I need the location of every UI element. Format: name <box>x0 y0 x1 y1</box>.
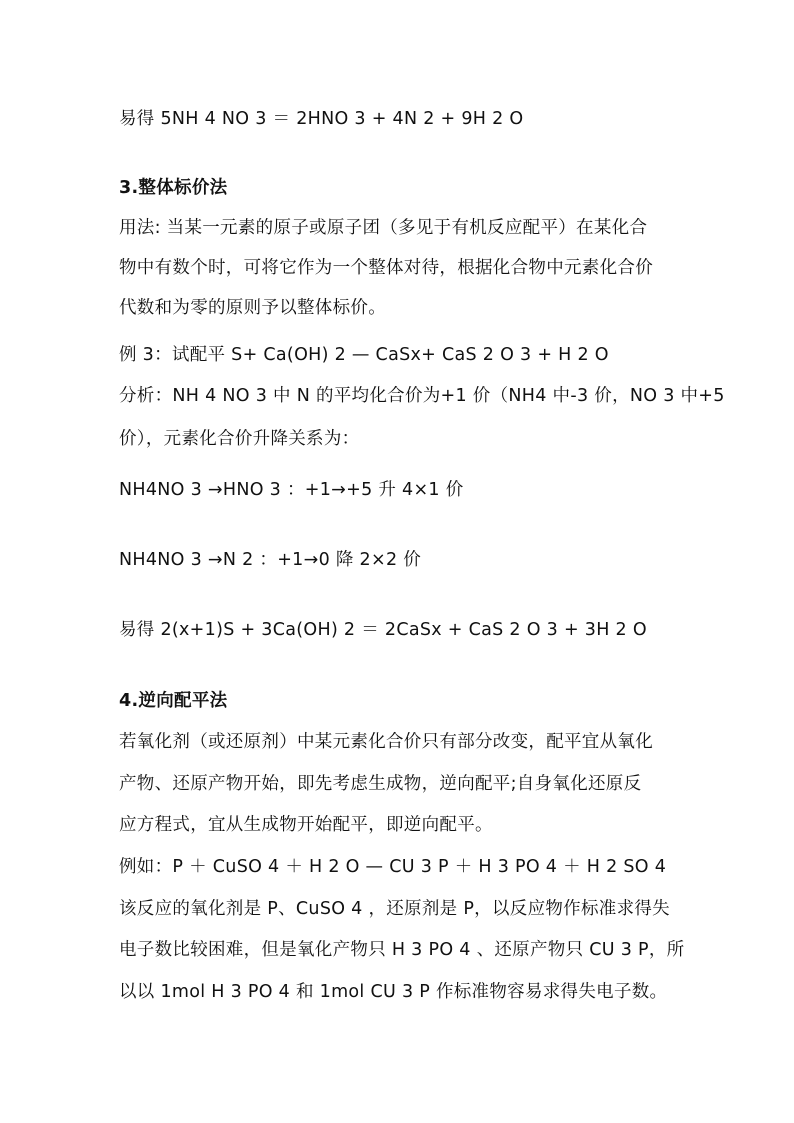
equation-result-line: 易得 5NH 4 NO 3 ＝ 2HNO 3 + 4N 2 + 9H 2 O <box>119 109 524 129</box>
paragraph-line: 物中有数个时，可将它作为一个整体对待，根据化合物中元素化合价 <box>119 258 653 278</box>
equation-result-line: 易得 2(x+1)S + 3Ca(OH) 2 ＝ 2CaSx + CaS 2 O 3 + 3H 2 O <box>119 620 647 640</box>
paragraph-line: 用法: 当某一元素的原子或原子团（多见于有机反应配平）在某化合 <box>119 218 648 238</box>
analysis-line: 价），元素化合价升降关系为： <box>119 429 360 449</box>
paragraph-line: 若氧化剂（或还原剂）中某元素化合价只有部分改变，配平宜从氧化 <box>119 732 653 752</box>
paragraph-line: 以以 1mol H 3 PO 4 和 1mol CU 3 P 作标准物容易求得失电子数。 <box>119 982 668 1002</box>
section-heading-3: 3.整体标价法 <box>119 178 228 198</box>
paragraph-line: 应方程式，宜从生成物开始配平，即逆向配平。 <box>119 815 493 835</box>
paragraph-line: 该反应的氧化剂是 P、CuSO 4 ，还原剂是 P，以反应物作标准求得失 <box>119 899 670 919</box>
analysis-line: 分析：NH 4 NO 3 中 N 的平均化合价为+1 价（NH4 中-3 价，NO 3 中+5 <box>119 386 725 406</box>
example-line: 例 3：试配平 S+ Ca(OH) 2 — CaSx+ CaS 2 O 3 + H 2 O <box>119 345 609 365</box>
paragraph-line: 产物、还原产物开始，即先考虑生成物，逆向配平;自身氧化还原反 <box>119 774 642 794</box>
example-line: 例如：P ＋ CuSO 4 ＋ H 2 O — CU 3 P ＋ H 3 PO 4 ＋ H 2 SO 4 <box>119 857 667 877</box>
reaction-line: NH4NO 3 →N 2 ：+1→0 降 2×2 价 <box>119 550 422 570</box>
section-heading-4: 4.逆向配平法 <box>119 691 228 711</box>
paragraph-line: 电子数比较困难，但是氧化产物只 H 3 PO 4 、还原产物只 CU 3 P，所 <box>119 940 685 960</box>
paragraph-line: 代数和为零的原则予以整体标价。 <box>119 298 386 318</box>
reaction-line: NH4NO 3 →HNO 3 ：+1→+5 升 4×1 价 <box>119 480 464 500</box>
